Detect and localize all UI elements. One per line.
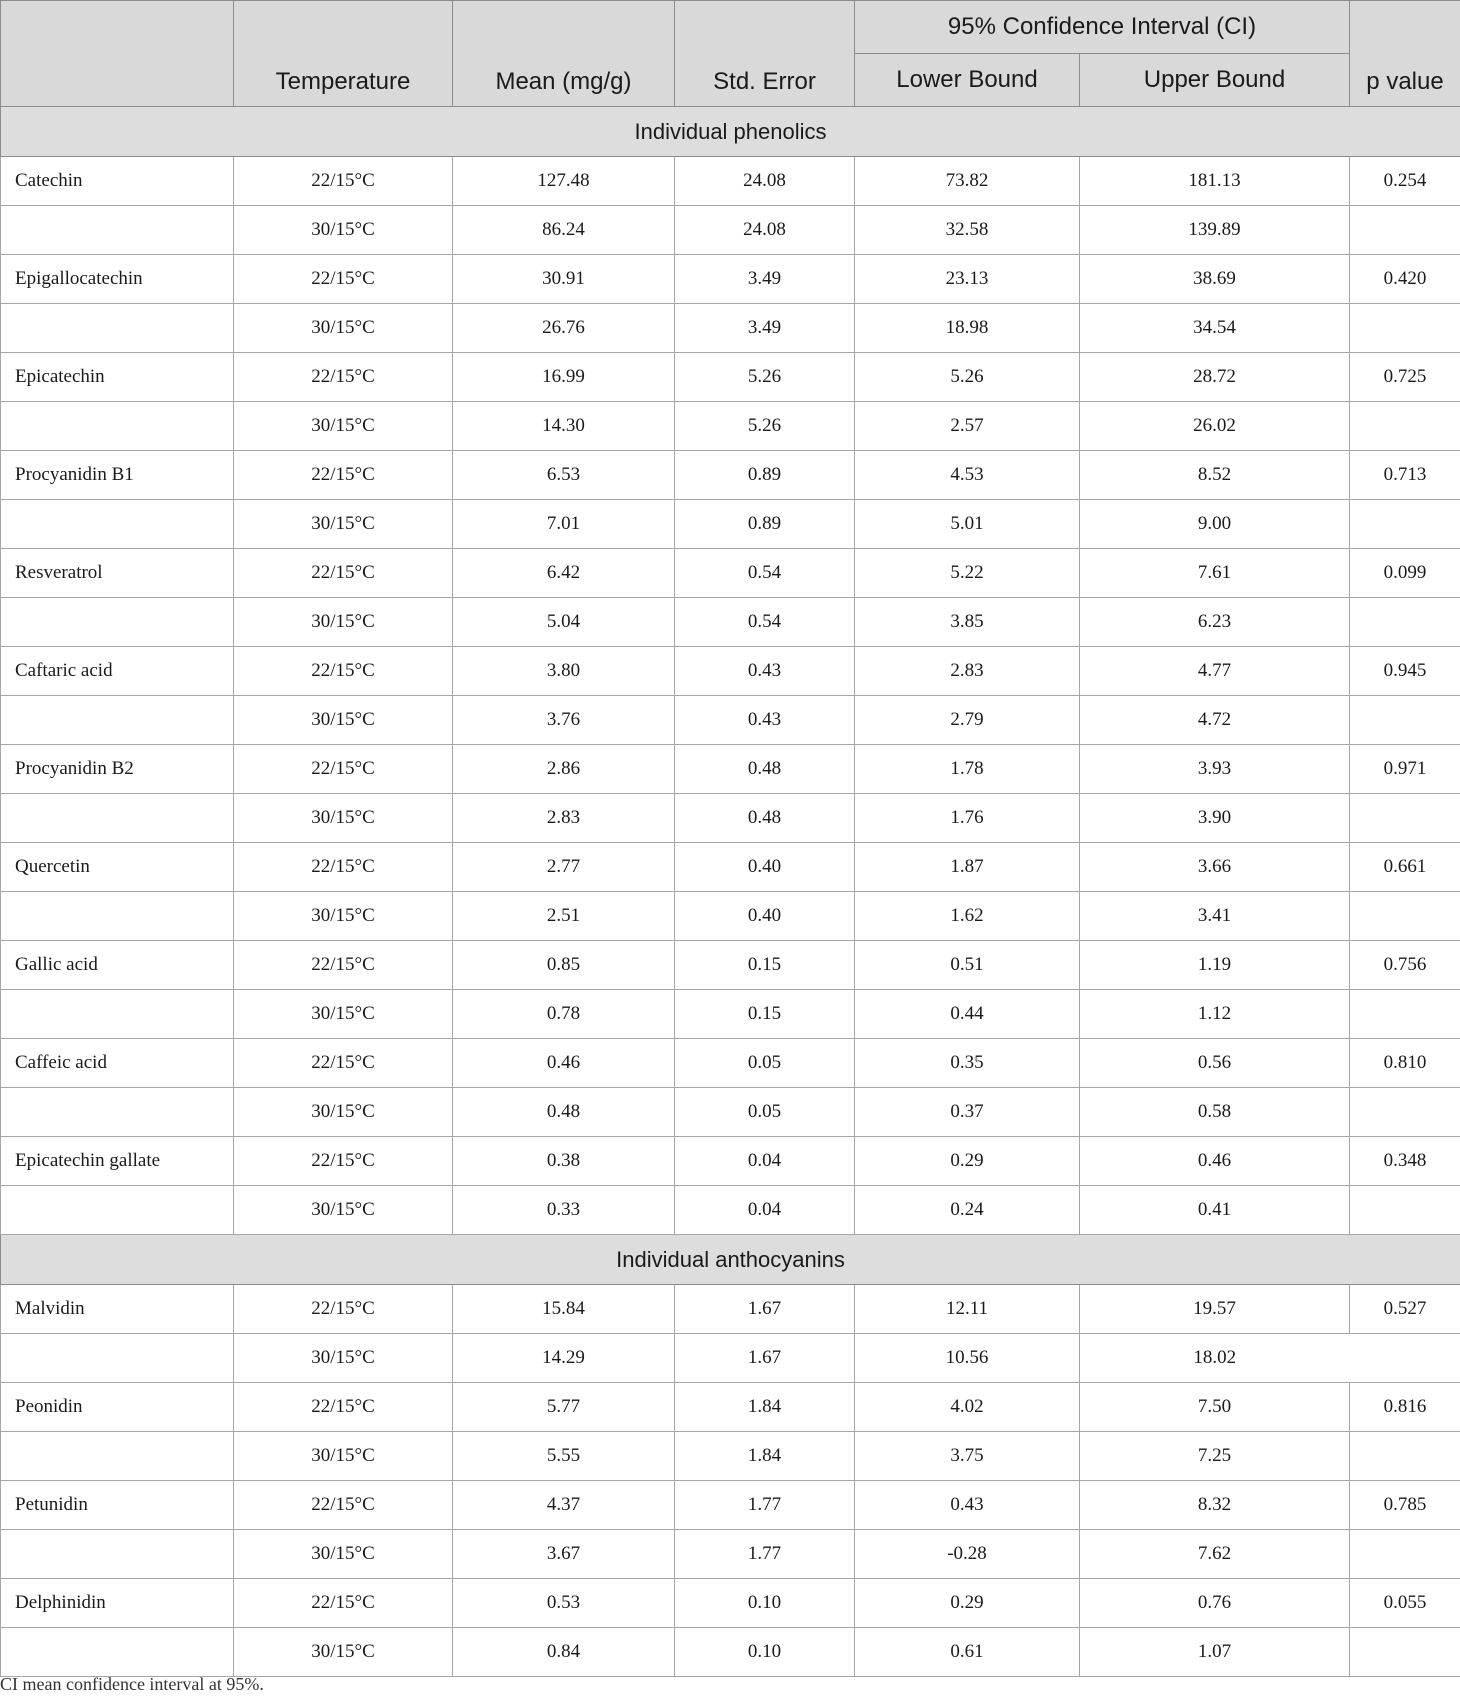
lower-bound-cell: 5.22 [855, 549, 1080, 598]
upper-bound-cell: 28.72 [1080, 353, 1350, 402]
table-row [1, 1039, 1460, 1088]
lower-bound-cell: 0.24 [855, 1186, 1080, 1235]
std-error-cell: 0.48 [675, 745, 855, 794]
table-row [1, 941, 1460, 990]
temperature-cell: 30/15°C [234, 304, 453, 353]
lower-bound-cell: 5.01 [855, 500, 1080, 549]
mean-cell: 2.83 [453, 794, 675, 843]
compound-cell [1, 206, 234, 255]
upper-bound-cell: 18.02 [1080, 1334, 1350, 1383]
mean-cell: 3.76 [453, 696, 675, 745]
std-error-cell: 24.08 [675, 157, 855, 206]
std-error-cell: 0.89 [675, 500, 855, 549]
p-value-cell [1350, 1628, 1460, 1677]
upper-bound-cell: 0.46 [1080, 1137, 1350, 1186]
table-row [1, 1137, 1460, 1186]
std-error-cell: 0.54 [675, 549, 855, 598]
header-temperature: Temperature [234, 1, 453, 107]
header-upper-bound: Upper Bound [1080, 54, 1350, 107]
compound-cell [1, 1530, 234, 1579]
p-value-cell: 0.527 [1350, 1285, 1460, 1334]
temperature-cell: 22/15°C [234, 1039, 453, 1088]
table-row [1, 451, 1460, 500]
mean-cell: 0.84 [453, 1628, 675, 1677]
upper-bound-cell: 1.19 [1080, 941, 1350, 990]
table-footnote: CI mean confidence interval at 95%. [0, 1674, 264, 1694]
mean-cell: 5.04 [453, 598, 675, 647]
temperature-cell: 22/15°C [234, 647, 453, 696]
temperature-cell: 30/15°C [234, 794, 453, 843]
temperature-cell: 30/15°C [234, 1432, 453, 1481]
p-value-cell: 0.713 [1350, 451, 1460, 500]
compound-cell [1, 696, 234, 745]
header-std-error: Std. Error [675, 1, 855, 107]
upper-bound-cell: 3.93 [1080, 745, 1350, 794]
temperature-cell: 22/15°C [234, 1481, 453, 1530]
compound-cell: Procyanidin B2 [1, 745, 234, 794]
compound-cell: Delphinidin [1, 1579, 234, 1628]
std-error-cell: 0.04 [675, 1137, 855, 1186]
compound-cell: Caftaric acid [1, 647, 234, 696]
compound-cell: Epicatechin [1, 353, 234, 402]
upper-bound-cell: 3.41 [1080, 892, 1350, 941]
compound-cell: Malvidin [1, 1285, 234, 1334]
table-row [1, 500, 1460, 549]
lower-bound-cell: 18.98 [855, 304, 1080, 353]
mean-cell: 5.77 [453, 1383, 675, 1432]
lower-bound-cell: 32.58 [855, 206, 1080, 255]
lower-bound-cell: 2.57 [855, 402, 1080, 451]
upper-bound-cell: 9.00 [1080, 500, 1350, 549]
upper-bound-cell: 1.12 [1080, 990, 1350, 1039]
mean-cell: 2.77 [453, 843, 675, 892]
mean-cell: 2.51 [453, 892, 675, 941]
std-error-cell: 0.40 [675, 892, 855, 941]
table-row [1, 1481, 1460, 1530]
compound-cell: Peonidin [1, 1383, 234, 1432]
std-error-cell: 3.49 [675, 304, 855, 353]
header-ci-group: 95% Confidence Interval (CI) [855, 1, 1350, 54]
upper-bound-cell: 26.02 [1080, 402, 1350, 451]
table-row [1, 598, 1460, 647]
p-value-cell [1350, 1334, 1460, 1383]
std-error-cell: 5.26 [675, 402, 855, 451]
lower-bound-cell: 2.83 [855, 647, 1080, 696]
mean-cell: 30.91 [453, 255, 675, 304]
temperature-cell: 22/15°C [234, 549, 453, 598]
p-value-cell [1350, 1530, 1460, 1579]
mean-cell: 14.30 [453, 402, 675, 451]
lower-bound-cell: 2.79 [855, 696, 1080, 745]
table-row [1, 549, 1460, 598]
upper-bound-cell: 0.41 [1080, 1186, 1350, 1235]
lower-bound-cell: 4.02 [855, 1383, 1080, 1432]
compound-cell [1, 598, 234, 647]
p-value-cell: 0.420 [1350, 255, 1460, 304]
section-title: Individual anthocyanins [1, 1235, 1460, 1285]
mean-cell: 0.33 [453, 1186, 675, 1235]
table-row [1, 1628, 1460, 1677]
temperature-cell: 22/15°C [234, 1285, 453, 1334]
compound-cell [1, 402, 234, 451]
temperature-cell: 30/15°C [234, 1530, 453, 1579]
lower-bound-cell: 0.43 [855, 1481, 1080, 1530]
table-row [1, 1579, 1460, 1628]
temperature-cell: 22/15°C [234, 1383, 453, 1432]
std-error-cell: 0.48 [675, 794, 855, 843]
table-row [1, 255, 1460, 304]
p-value-cell: 0.816 [1350, 1383, 1460, 1432]
table-row [1, 1383, 1460, 1432]
p-value-cell: 0.661 [1350, 843, 1460, 892]
mean-cell: 127.48 [453, 157, 675, 206]
p-value-cell [1350, 402, 1460, 451]
std-error-cell: 0.89 [675, 451, 855, 500]
compound-cell: Caffeic acid [1, 1039, 234, 1088]
lower-bound-cell: 4.53 [855, 451, 1080, 500]
p-value-cell: 0.055 [1350, 1579, 1460, 1628]
table-row [1, 402, 1460, 451]
mean-cell: 6.42 [453, 549, 675, 598]
table-row [1, 1285, 1460, 1334]
lower-bound-cell: 73.82 [855, 157, 1080, 206]
std-error-cell: 0.43 [675, 696, 855, 745]
compound-cell [1, 892, 234, 941]
std-error-cell: 24.08 [675, 206, 855, 255]
lower-bound-cell: 3.75 [855, 1432, 1080, 1481]
temperature-cell: 30/15°C [234, 500, 453, 549]
upper-bound-cell: 3.66 [1080, 843, 1350, 892]
lower-bound-cell: 0.29 [855, 1137, 1080, 1186]
compound-cell [1, 990, 234, 1039]
p-value-cell: 0.725 [1350, 353, 1460, 402]
compound-cell: Resveratrol [1, 549, 234, 598]
upper-bound-cell: 38.69 [1080, 255, 1350, 304]
temperature-cell: 22/15°C [234, 1137, 453, 1186]
p-value-cell: 0.971 [1350, 745, 1460, 794]
lower-bound-cell: 1.62 [855, 892, 1080, 941]
p-value-cell [1350, 304, 1460, 353]
lower-bound-cell: 3.85 [855, 598, 1080, 647]
temperature-cell: 22/15°C [234, 353, 453, 402]
table-row [1, 647, 1460, 696]
mean-cell: 86.24 [453, 206, 675, 255]
temperature-cell: 30/15°C [234, 990, 453, 1039]
p-value-cell [1350, 892, 1460, 941]
header-mean: Mean (mg/g) [453, 1, 675, 107]
temperature-cell: 30/15°C [234, 402, 453, 451]
std-error-cell: 5.26 [675, 353, 855, 402]
table-row [1, 696, 1460, 745]
p-value-cell: 0.348 [1350, 1137, 1460, 1186]
std-error-cell: 0.10 [675, 1628, 855, 1677]
lower-bound-cell: 1.76 [855, 794, 1080, 843]
compound-cell [1, 304, 234, 353]
upper-bound-cell: 1.07 [1080, 1628, 1350, 1677]
temperature-cell: 22/15°C [234, 157, 453, 206]
upper-bound-cell: 181.13 [1080, 157, 1350, 206]
table-body [1, 107, 1460, 1677]
std-error-cell: 0.05 [675, 1039, 855, 1088]
upper-bound-cell: 7.25 [1080, 1432, 1350, 1481]
mean-cell: 14.29 [453, 1334, 675, 1383]
p-value-cell [1350, 1088, 1460, 1137]
p-value-cell [1350, 500, 1460, 549]
temperature-cell: 30/15°C [234, 892, 453, 941]
upper-bound-cell: 6.23 [1080, 598, 1350, 647]
table-row [1, 843, 1460, 892]
table-row [1, 1432, 1460, 1481]
section-row [1, 107, 1460, 157]
mean-cell: 0.38 [453, 1137, 675, 1186]
mean-cell: 26.76 [453, 304, 675, 353]
temperature-cell: 30/15°C [234, 1334, 453, 1383]
table-row [1, 794, 1460, 843]
mean-cell: 7.01 [453, 500, 675, 549]
temperature-cell: 22/15°C [234, 843, 453, 892]
mean-cell: 3.80 [453, 647, 675, 696]
p-value-cell: 0.756 [1350, 941, 1460, 990]
lower-bound-cell: 0.44 [855, 990, 1080, 1039]
mean-cell: 0.53 [453, 1579, 675, 1628]
mean-cell: 15.84 [453, 1285, 675, 1334]
temperature-cell: 30/15°C [234, 1186, 453, 1235]
temperature-cell: 30/15°C [234, 598, 453, 647]
table-row [1, 990, 1460, 1039]
lower-bound-cell: 5.26 [855, 353, 1080, 402]
temperature-cell: 22/15°C [234, 1579, 453, 1628]
std-error-cell: 3.49 [675, 255, 855, 304]
compound-cell [1, 1628, 234, 1677]
header-compound [1, 1, 234, 107]
std-error-cell: 0.40 [675, 843, 855, 892]
std-error-cell: 1.84 [675, 1383, 855, 1432]
p-value-cell: 0.254 [1350, 157, 1460, 206]
mean-cell: 0.46 [453, 1039, 675, 1088]
compound-cell [1, 500, 234, 549]
upper-bound-cell: 7.61 [1080, 549, 1350, 598]
std-error-cell: 0.54 [675, 598, 855, 647]
compound-cell [1, 1088, 234, 1137]
upper-bound-cell: 19.57 [1080, 1285, 1350, 1334]
compound-cell [1, 1432, 234, 1481]
p-value-cell [1350, 794, 1460, 843]
mean-cell: 6.53 [453, 451, 675, 500]
upper-bound-cell: 7.62 [1080, 1530, 1350, 1579]
p-value-cell [1350, 206, 1460, 255]
table-header [1, 1, 1460, 107]
temperature-cell: 30/15°C [234, 1088, 453, 1137]
header-p-value: p value [1350, 1, 1460, 107]
table-row [1, 1334, 1460, 1383]
temperature-cell: 22/15°C [234, 745, 453, 794]
p-value-cell [1350, 1432, 1460, 1481]
temperature-cell: 30/15°C [234, 696, 453, 745]
table-row [1, 353, 1460, 402]
mean-cell: 16.99 [453, 353, 675, 402]
std-error-cell: 1.77 [675, 1530, 855, 1579]
table-row [1, 1088, 1460, 1137]
compound-cell [1, 794, 234, 843]
p-value-cell [1350, 696, 1460, 745]
std-error-cell: 0.10 [675, 1579, 855, 1628]
p-value-cell: 0.945 [1350, 647, 1460, 696]
mean-cell: 4.37 [453, 1481, 675, 1530]
header-lower-bound: Lower Bound [855, 54, 1080, 107]
compound-cell: Epigallocatechin [1, 255, 234, 304]
lower-bound-cell: 0.35 [855, 1039, 1080, 1088]
mean-cell: 0.48 [453, 1088, 675, 1137]
table-row [1, 892, 1460, 941]
mean-cell: 2.86 [453, 745, 675, 794]
upper-bound-cell: 34.54 [1080, 304, 1350, 353]
section-title: Individual phenolics [1, 107, 1460, 157]
upper-bound-cell: 0.76 [1080, 1579, 1350, 1628]
upper-bound-cell: 0.56 [1080, 1039, 1350, 1088]
std-error-cell: 0.04 [675, 1186, 855, 1235]
lower-bound-cell: -0.28 [855, 1530, 1080, 1579]
std-error-cell: 0.15 [675, 941, 855, 990]
table-row [1, 157, 1460, 206]
section-row [1, 1235, 1460, 1285]
std-error-cell: 0.43 [675, 647, 855, 696]
mean-cell: 3.67 [453, 1530, 675, 1579]
compound-cell: Petunidin [1, 1481, 234, 1530]
lower-bound-cell: 0.37 [855, 1088, 1080, 1137]
upper-bound-cell: 3.90 [1080, 794, 1350, 843]
std-error-cell: 0.15 [675, 990, 855, 1039]
compound-cell: Epicatechin gallate [1, 1137, 234, 1186]
table-row [1, 206, 1460, 255]
lower-bound-cell: 0.61 [855, 1628, 1080, 1677]
std-error-cell: 1.77 [675, 1481, 855, 1530]
upper-bound-cell: 0.58 [1080, 1088, 1350, 1137]
table-row [1, 1530, 1460, 1579]
temperature-cell: 22/15°C [234, 941, 453, 990]
upper-bound-cell: 4.72 [1080, 696, 1350, 745]
p-value-cell: 0.099 [1350, 549, 1460, 598]
compound-cell: Catechin [1, 157, 234, 206]
upper-bound-cell: 8.32 [1080, 1481, 1350, 1530]
p-value-cell [1350, 1186, 1460, 1235]
compound-cell: Gallic acid [1, 941, 234, 990]
std-error-cell: 1.67 [675, 1285, 855, 1334]
compound-cell: Quercetin [1, 843, 234, 892]
lower-bound-cell: 1.87 [855, 843, 1080, 892]
lower-bound-cell: 0.51 [855, 941, 1080, 990]
temperature-cell: 22/15°C [234, 255, 453, 304]
compound-cell: Procyanidin B1 [1, 451, 234, 500]
p-value-cell [1350, 598, 1460, 647]
lower-bound-cell: 0.29 [855, 1579, 1080, 1628]
p-value-cell [1350, 990, 1460, 1039]
upper-bound-cell: 8.52 [1080, 451, 1350, 500]
lower-bound-cell: 1.78 [855, 745, 1080, 794]
upper-bound-cell: 139.89 [1080, 206, 1350, 255]
compound-cell [1, 1334, 234, 1383]
temperature-cell: 30/15°C [234, 206, 453, 255]
mean-cell: 0.78 [453, 990, 675, 1039]
table-row [1, 1186, 1460, 1235]
table-row [1, 304, 1460, 353]
std-error-cell: 1.67 [675, 1334, 855, 1383]
upper-bound-cell: 7.50 [1080, 1383, 1350, 1432]
temperature-cell: 30/15°C [234, 1628, 453, 1677]
p-value-cell: 0.785 [1350, 1481, 1460, 1530]
lower-bound-cell: 12.11 [855, 1285, 1080, 1334]
compound-cell [1, 1186, 234, 1235]
std-error-cell: 0.05 [675, 1088, 855, 1137]
mean-cell: 0.85 [453, 941, 675, 990]
temperature-cell: 22/15°C [234, 451, 453, 500]
upper-bound-cell: 4.77 [1080, 647, 1350, 696]
p-value-cell: 0.810 [1350, 1039, 1460, 1088]
table-row [1, 745, 1460, 794]
std-error-cell: 1.84 [675, 1432, 855, 1481]
lower-bound-cell: 10.56 [855, 1334, 1080, 1383]
lower-bound-cell: 23.13 [855, 255, 1080, 304]
mean-cell: 5.55 [453, 1432, 675, 1481]
